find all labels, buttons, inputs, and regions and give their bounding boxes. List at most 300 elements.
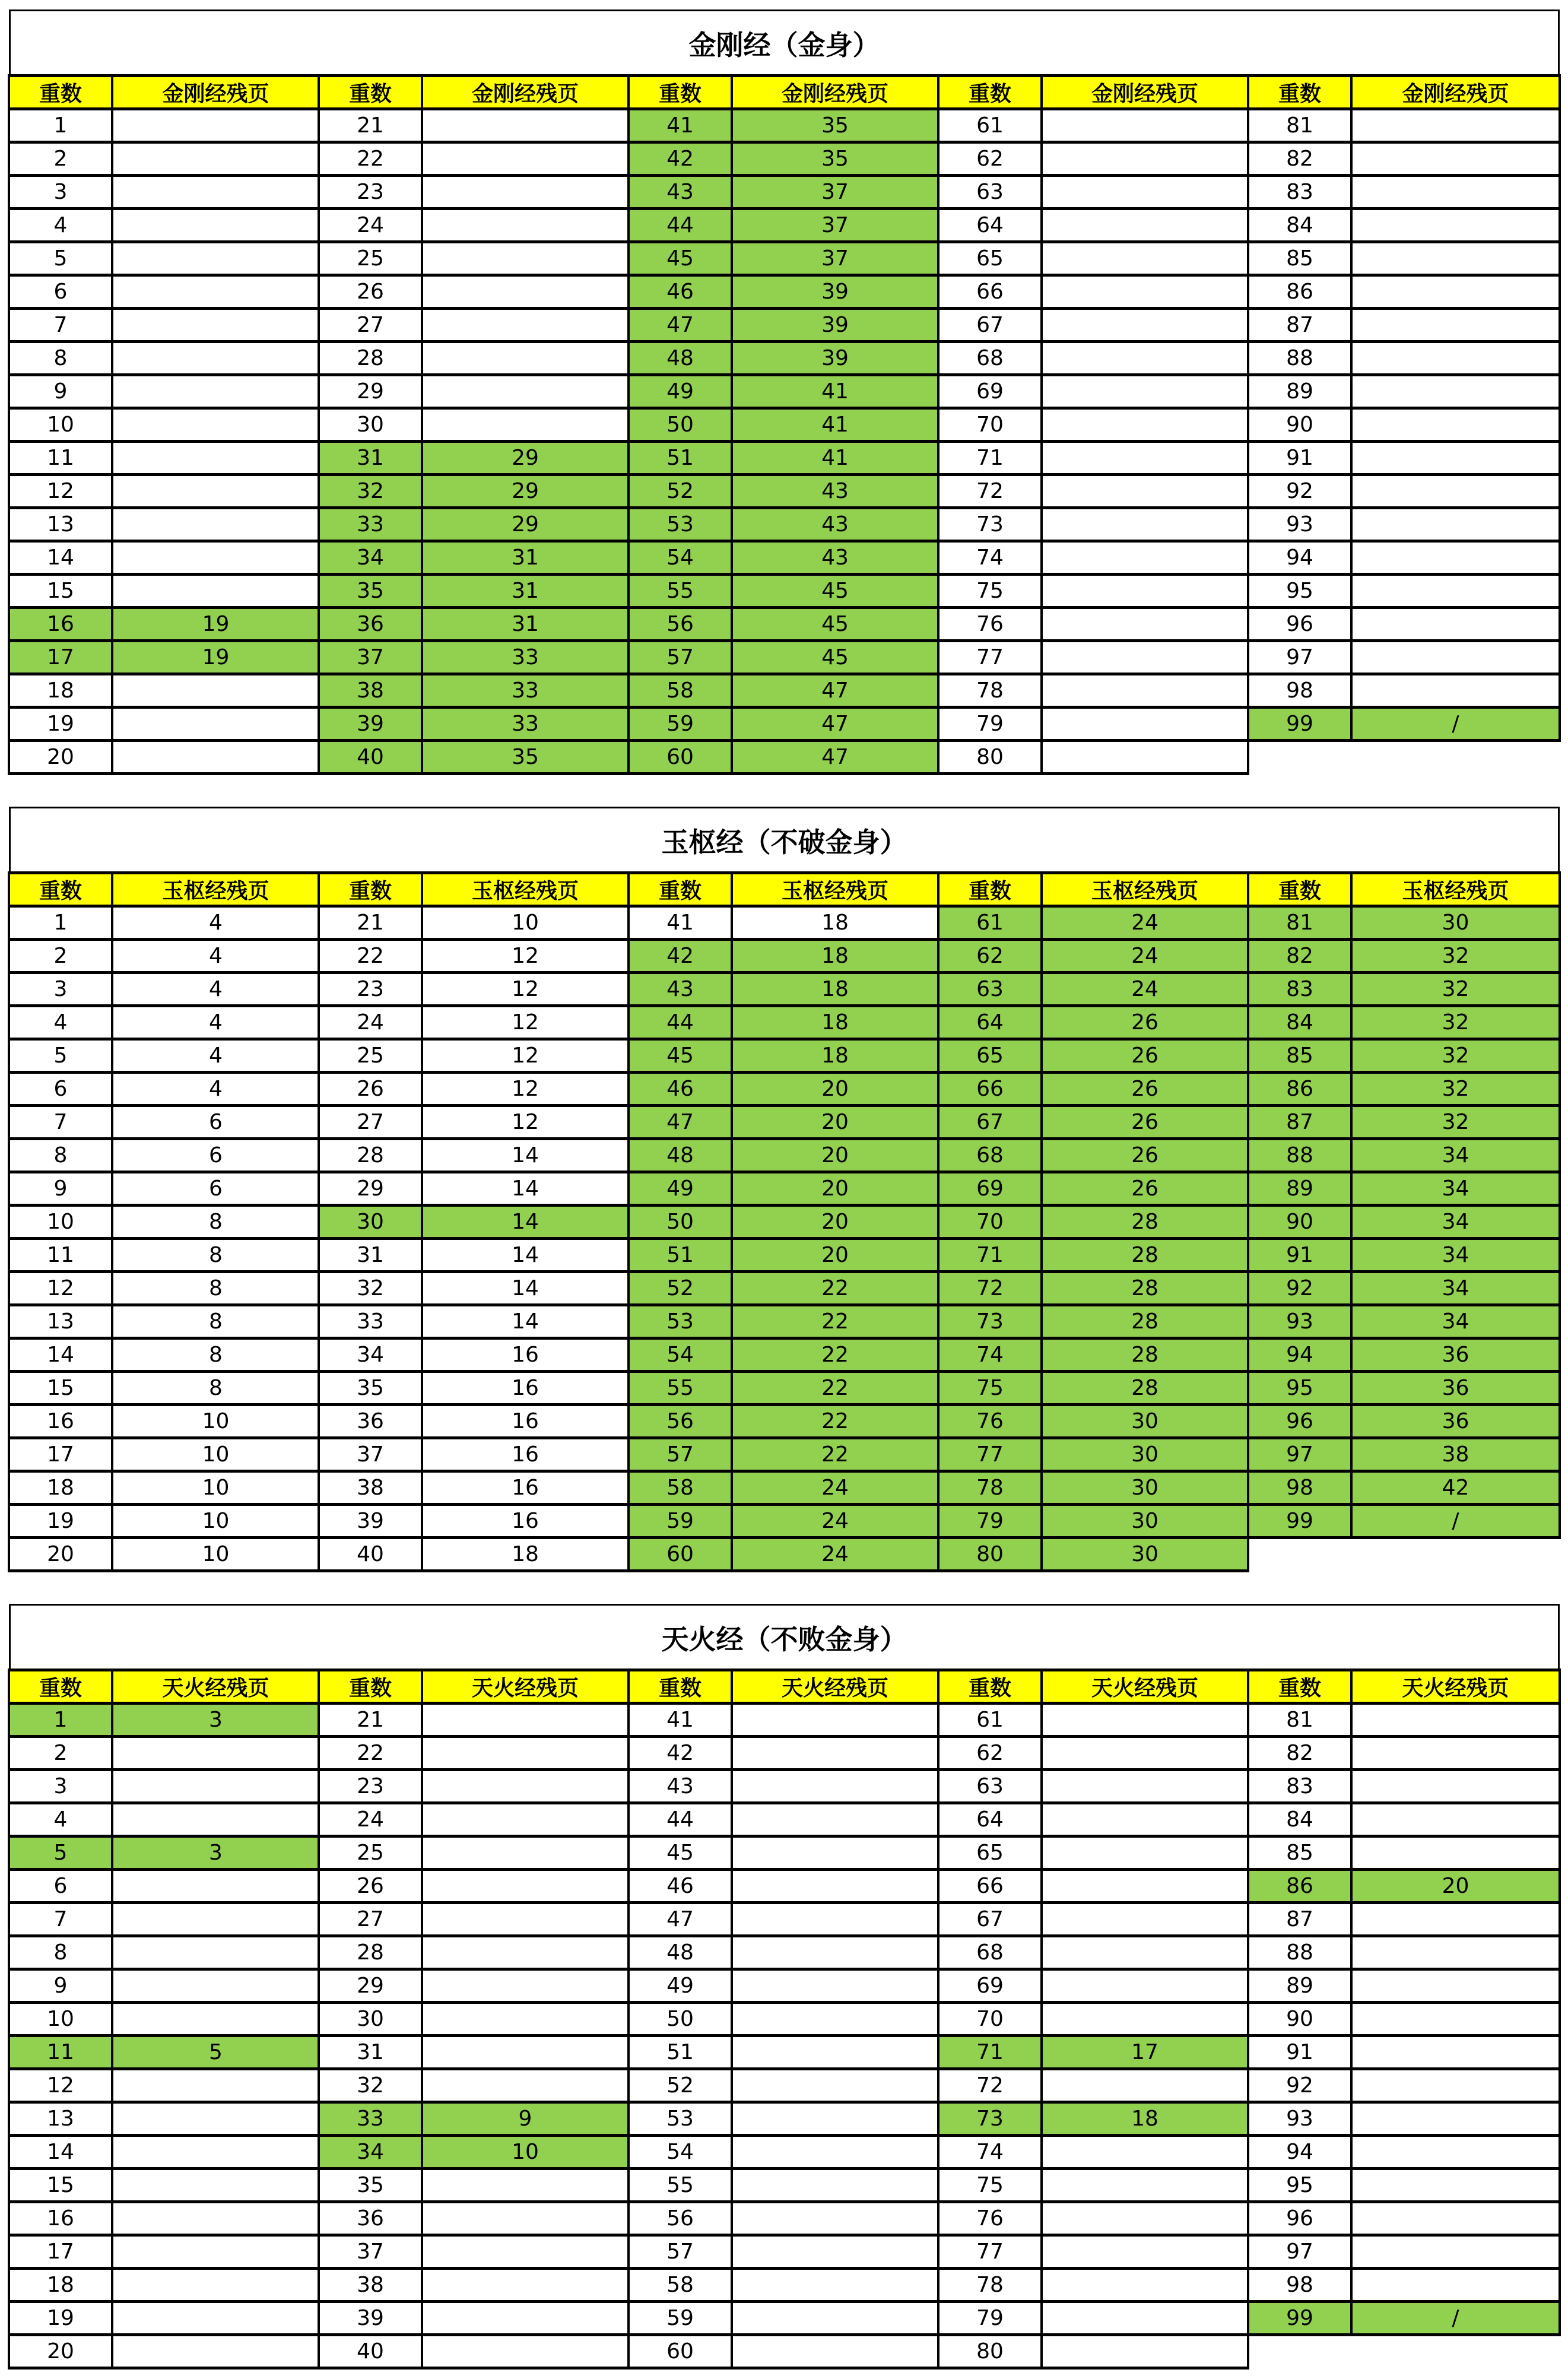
cell-pages[interactable]: 10 [422, 906, 629, 939]
cell-level[interactable]: 45 [629, 242, 732, 275]
cell-pages[interactable]: 26 [1042, 1105, 1248, 1138]
cell-level[interactable]: 97 [1248, 640, 1351, 674]
cell-pages[interactable] [732, 2168, 938, 2202]
cell-pages[interactable] [422, 1902, 629, 1936]
cell-level[interactable]: 38 [319, 674, 422, 707]
cell-level[interactable]: 73 [938, 1305, 1042, 1338]
cell-level[interactable]: 31 [319, 441, 422, 474]
cell-pages[interactable] [732, 1736, 938, 1769]
cell-level[interactable]: 85 [1248, 1039, 1351, 1072]
cell-level[interactable]: 45 [629, 1039, 732, 1072]
cell-pages[interactable] [732, 2002, 938, 2035]
cell-level[interactable]: 90 [1248, 408, 1351, 441]
cell-pages[interactable] [112, 208, 319, 242]
cell-level[interactable]: 94 [1248, 541, 1351, 574]
cell-pages[interactable] [1351, 607, 1560, 640]
cell-level[interactable]: 36 [319, 2202, 422, 2235]
cell-level[interactable]: 53 [629, 507, 732, 541]
cell-level[interactable]: 52 [629, 1271, 732, 1305]
cell-pages[interactable] [112, 2301, 319, 2334]
cell-level[interactable]: 98 [1248, 2268, 1351, 2301]
cell-level[interactable]: 47 [629, 308, 732, 341]
cell-level[interactable]: 66 [938, 275, 1042, 308]
cell-pages[interactable] [422, 1736, 629, 1769]
cell-level[interactable]: 40 [319, 1537, 422, 1571]
cell-level[interactable]: 39 [319, 1504, 422, 1537]
cell-level[interactable]: 40 [319, 2334, 422, 2368]
cell-pages[interactable] [732, 2334, 938, 2368]
cell-pages[interactable]: 30 [1042, 1504, 1248, 1537]
cell-pages[interactable]: 9 [422, 2102, 629, 2135]
cell-pages[interactable] [112, 441, 319, 474]
cell-level[interactable]: 67 [938, 1105, 1042, 1138]
cell-pages[interactable]: 18 [732, 1039, 938, 1072]
cell-level[interactable]: 56 [629, 2202, 732, 2235]
cell-level[interactable]: 71 [938, 1238, 1042, 1271]
cell-pages[interactable] [1042, 2002, 1248, 2035]
cell-level[interactable]: 21 [319, 906, 422, 939]
cell-level[interactable]: 57 [629, 2235, 732, 2268]
cell-pages[interactable]: 8 [112, 1338, 319, 1371]
cell-level[interactable]: 49 [629, 1969, 732, 2002]
cell-pages[interactable]: 30 [1042, 1438, 1248, 1471]
cell-level[interactable]: 33 [319, 2102, 422, 2135]
cell-level[interactable]: 34 [319, 541, 422, 574]
cell-pages[interactable]: 12 [422, 1039, 629, 1072]
cell-level[interactable]: 58 [629, 1471, 732, 1504]
cell-level[interactable]: 3 [9, 972, 112, 1005]
cell-pages[interactable]: 31 [422, 541, 629, 574]
cell-pages[interactable]: 47 [732, 707, 938, 740]
cell-level[interactable]: 27 [319, 1902, 422, 1936]
cell-level[interactable]: 19 [9, 2301, 112, 2334]
cell-pages[interactable] [1351, 541, 1560, 574]
cell-pages[interactable] [732, 1936, 938, 1969]
cell-pages[interactable] [112, 1803, 319, 1836]
cell-level[interactable]: 38 [319, 2268, 422, 2301]
cell-pages[interactable]: 30 [1351, 906, 1560, 939]
cell-level[interactable]: 42 [629, 142, 732, 175]
cell-level[interactable]: 13 [9, 2102, 112, 2135]
cell-pages[interactable] [732, 2268, 938, 2301]
cell-pages[interactable]: 35 [732, 142, 938, 175]
cell-level[interactable]: 25 [319, 242, 422, 275]
cell-level[interactable]: 77 [938, 640, 1042, 674]
cell-pages[interactable] [1351, 1703, 1560, 1736]
cell-pages[interactable] [1351, 308, 1560, 341]
cell-pages[interactable]: 10 [112, 1537, 319, 1571]
cell-level[interactable]: 32 [319, 474, 422, 507]
cell-pages[interactable]: 18 [1042, 2102, 1248, 2135]
cell-level[interactable]: 64 [938, 1005, 1042, 1039]
cell-level[interactable]: 82 [1248, 939, 1351, 972]
cell-pages[interactable] [732, 2035, 938, 2069]
cell-pages[interactable] [1042, 1869, 1248, 1902]
cell-pages[interactable] [112, 1969, 319, 2002]
cell-pages[interactable]: 37 [732, 242, 938, 275]
cell-level[interactable]: 35 [319, 574, 422, 607]
cell-level[interactable]: 59 [629, 707, 732, 740]
cell-pages[interactable] [732, 2069, 938, 2102]
cell-pages[interactable]: 14 [422, 1271, 629, 1305]
cell-level[interactable]: 22 [319, 939, 422, 972]
cell-level[interactable]: 60 [629, 740, 732, 773]
cell-level[interactable]: 26 [319, 1072, 422, 1105]
cell-pages[interactable]: 45 [732, 640, 938, 674]
cell-pages[interactable]: 36 [1351, 1404, 1560, 1438]
cell-pages[interactable] [1042, 1936, 1248, 1969]
cell-level[interactable]: 68 [938, 1138, 1042, 1172]
cell-pages[interactable] [112, 2202, 319, 2235]
cell-level[interactable]: 65 [938, 1836, 1042, 1869]
cell-level[interactable]: 54 [629, 541, 732, 574]
cell-pages[interactable] [1042, 341, 1248, 375]
cell-pages[interactable]: 41 [732, 375, 938, 408]
cell-level[interactable]: 16 [9, 1404, 112, 1438]
cell-level[interactable]: 59 [629, 2301, 732, 2334]
cell-level[interactable]: 57 [629, 640, 732, 674]
cell-pages[interactable] [1042, 1902, 1248, 1936]
cell-level[interactable]: 10 [9, 1205, 112, 1238]
cell-level[interactable]: 12 [9, 1271, 112, 1305]
cell-level[interactable]: 47 [629, 1902, 732, 1936]
cell-level[interactable]: 31 [319, 1238, 422, 1271]
cell-level[interactable]: 51 [629, 1238, 732, 1271]
cell-pages[interactable]: 10 [112, 1404, 319, 1438]
cell-level[interactable]: 59 [629, 1504, 732, 1537]
cell-level[interactable]: 7 [9, 1105, 112, 1138]
cell-pages[interactable] [422, 1703, 629, 1736]
cell-pages[interactable] [732, 2202, 938, 2235]
cell-level[interactable]: 6 [9, 1869, 112, 1902]
cell-level[interactable]: 11 [9, 441, 112, 474]
cell-level[interactable]: 20 [9, 2334, 112, 2368]
cell-level[interactable]: 82 [1248, 1736, 1351, 1769]
cell-level[interactable]: 75 [938, 574, 1042, 607]
cell-level[interactable]: 12 [9, 2069, 112, 2102]
cell-pages[interactable]: 42 [1351, 1471, 1560, 1504]
cell-pages[interactable] [1351, 441, 1560, 474]
cell-pages[interactable] [1351, 275, 1560, 308]
cell-level[interactable]: 46 [629, 1072, 732, 1105]
cell-pages[interactable]: 10 [112, 1471, 319, 1504]
cell-pages[interactable] [112, 2268, 319, 2301]
cell-pages[interactable] [1351, 1936, 1560, 1969]
cell-level[interactable]: 33 [319, 1305, 422, 1338]
cell-level[interactable]: 55 [629, 1371, 732, 1404]
cell-pages[interactable] [1351, 2002, 1560, 2035]
cell-pages[interactable] [112, 474, 319, 507]
cell-pages[interactable] [1042, 109, 1248, 142]
cell-level[interactable]: 88 [1248, 1936, 1351, 1969]
cell-level[interactable]: 96 [1248, 607, 1351, 640]
cell-level[interactable]: 25 [319, 1039, 422, 1072]
cell-level[interactable]: 66 [938, 1869, 1042, 1902]
cell-level[interactable]: 91 [1248, 441, 1351, 474]
cell-pages[interactable]: 4 [112, 972, 319, 1005]
cell-level[interactable]: 55 [629, 574, 732, 607]
cell-pages[interactable] [1351, 341, 1560, 375]
cell-pages[interactable]: 26 [1042, 1072, 1248, 1105]
cell-level[interactable]: 69 [938, 1969, 1042, 2002]
cell-pages[interactable]: 22 [732, 1305, 938, 1338]
cell-level[interactable]: 32 [319, 1271, 422, 1305]
cell-pages[interactable]: 4 [112, 906, 319, 939]
cell-level[interactable]: 38 [319, 1471, 422, 1504]
cell-pages[interactable] [1042, 640, 1248, 674]
cell-level[interactable]: 18 [9, 674, 112, 707]
cell-pages[interactable]: 22 [732, 1438, 938, 1471]
cell-pages[interactable] [1042, 1836, 1248, 1869]
cell-pages[interactable] [1351, 674, 1560, 707]
cell-level[interactable]: 98 [1248, 674, 1351, 707]
cell-pages[interactable] [1042, 507, 1248, 541]
cell-level[interactable]: 99 [1248, 2301, 1351, 2334]
cell-pages[interactable]: 16 [422, 1471, 629, 1504]
cell-pages[interactable] [1042, 474, 1248, 507]
cell-pages[interactable] [422, 242, 629, 275]
cell-level[interactable]: 29 [319, 375, 422, 408]
cell-pages[interactable]: 28 [1042, 1338, 1248, 1371]
cell-level[interactable]: 62 [938, 1736, 1042, 1769]
cell-level[interactable]: 82 [1248, 142, 1351, 175]
cell-pages[interactable] [732, 2235, 938, 2268]
cell-level[interactable]: 88 [1248, 1138, 1351, 1172]
cell-pages[interactable]: 32 [1351, 1005, 1560, 1039]
cell-pages[interactable]: 26 [1042, 1039, 1248, 1072]
cell-level[interactable]: 30 [319, 2002, 422, 2035]
cell-level[interactable]: 53 [629, 1305, 732, 1338]
cell-pages[interactable] [1351, 1769, 1560, 1803]
cell-level[interactable]: 95 [1248, 2168, 1351, 2202]
cell-level[interactable]: 85 [1248, 242, 1351, 275]
cell-pages[interactable]: 18 [732, 939, 938, 972]
cell-pages[interactable] [1042, 175, 1248, 208]
cell-level[interactable]: 6 [9, 275, 112, 308]
cell-level[interactable]: 84 [1248, 1005, 1351, 1039]
cell-pages[interactable]: 38 [1351, 1438, 1560, 1471]
cell-pages[interactable] [112, 574, 319, 607]
cell-pages[interactable]: 6 [112, 1138, 319, 1172]
cell-level[interactable]: 24 [319, 208, 422, 242]
cell-level[interactable]: 14 [9, 1338, 112, 1371]
cell-level[interactable]: 61 [938, 1703, 1042, 1736]
cell-pages[interactable]: 36 [1351, 1338, 1560, 1371]
cell-level[interactable]: 91 [1248, 1238, 1351, 1271]
cell-level[interactable]: 83 [1248, 972, 1351, 1005]
cell-pages[interactable]: 22 [732, 1338, 938, 1371]
cell-pages[interactable]: 20 [732, 1205, 938, 1238]
cell-pages[interactable] [112, 740, 319, 773]
cell-pages[interactable] [1042, 2268, 1248, 2301]
cell-pages[interactable]: 4 [112, 939, 319, 972]
cell-level[interactable]: 78 [938, 674, 1042, 707]
cell-level[interactable]: 24 [319, 1005, 422, 1039]
cell-level[interactable]: 23 [319, 972, 422, 1005]
cell-pages[interactable]: 10 [112, 1438, 319, 1471]
cell-level[interactable]: 86 [1248, 1072, 1351, 1105]
cell-level[interactable]: 27 [319, 308, 422, 341]
cell-pages[interactable] [422, 2202, 629, 2235]
cell-pages[interactable] [1351, 474, 1560, 507]
cell-pages[interactable]: 14 [422, 1172, 629, 1205]
cell-level[interactable]: 30 [319, 1205, 422, 1238]
cell-level[interactable]: 27 [319, 1105, 422, 1138]
cell-pages[interactable] [1042, 2301, 1248, 2334]
cell-pages[interactable]: 31 [422, 574, 629, 607]
cell-pages[interactable] [112, 541, 319, 574]
cell-pages[interactable] [112, 2168, 319, 2202]
cell-pages[interactable]: 19 [112, 640, 319, 674]
cell-pages[interactable]: 4 [112, 1072, 319, 1105]
cell-level[interactable]: 18 [9, 2268, 112, 2301]
cell-level[interactable]: 69 [938, 375, 1042, 408]
cell-level[interactable]: 17 [9, 1438, 112, 1471]
cell-pages[interactable]: 12 [422, 1005, 629, 1039]
cell-level[interactable]: 36 [319, 607, 422, 640]
cell-pages[interactable]: 20 [732, 1072, 938, 1105]
cell-level[interactable]: 9 [9, 1172, 112, 1205]
cell-level[interactable]: 49 [629, 375, 732, 408]
cell-level[interactable]: 28 [319, 341, 422, 375]
cell-level[interactable]: 20 [9, 740, 112, 773]
cell-level[interactable]: 54 [629, 1338, 732, 1371]
cell-level[interactable]: 42 [629, 939, 732, 972]
cell-pages[interactable]: 24 [1042, 939, 1248, 972]
cell-level[interactable]: 96 [1248, 1404, 1351, 1438]
cell-pages[interactable] [1042, 375, 1248, 408]
cell-pages[interactable]: 16 [422, 1371, 629, 1404]
cell-level[interactable]: 68 [938, 341, 1042, 375]
cell-level[interactable]: 85 [1248, 1836, 1351, 1869]
cell-pages[interactable] [1042, 674, 1248, 707]
cell-pages[interactable] [112, 341, 319, 375]
cell-level[interactable]: 54 [629, 2135, 732, 2168]
cell-pages[interactable] [1042, 707, 1248, 740]
cell-level[interactable]: 87 [1248, 308, 1351, 341]
cell-level[interactable]: 67 [938, 308, 1042, 341]
cell-level[interactable]: 89 [1248, 1969, 1351, 2002]
cell-pages[interactable]: 18 [732, 972, 938, 1005]
cell-level[interactable]: 5 [9, 242, 112, 275]
cell-level[interactable]: 14 [9, 2135, 112, 2168]
cell-level[interactable]: 50 [629, 1205, 732, 1238]
cell-level[interactable]: 72 [938, 474, 1042, 507]
cell-pages[interactable] [1042, 574, 1248, 607]
cell-level[interactable]: 57 [629, 1438, 732, 1471]
cell-pages[interactable] [1042, 2235, 1248, 2268]
cell-level[interactable]: 55 [629, 2168, 732, 2202]
cell-level[interactable]: 2 [9, 142, 112, 175]
cell-level[interactable]: 83 [1248, 175, 1351, 208]
cell-pages[interactable] [422, 142, 629, 175]
cell-pages[interactable]: 34 [1351, 1138, 1560, 1172]
cell-level[interactable]: 56 [629, 1404, 732, 1438]
cell-pages[interactable]: 47 [732, 674, 938, 707]
cell-pages[interactable] [112, 2102, 319, 2135]
cell-pages[interactable] [422, 2035, 629, 2069]
cell-level[interactable]: 66 [938, 1072, 1042, 1105]
cell-level[interactable]: 97 [1248, 1438, 1351, 1471]
cell-pages[interactable] [422, 175, 629, 208]
cell-pages[interactable] [1042, 408, 1248, 441]
cell-level[interactable]: 44 [629, 1005, 732, 1039]
cell-pages[interactable] [1351, 2202, 1560, 2235]
cell-pages[interactable]: 16 [422, 1404, 629, 1438]
cell-pages[interactable]: 34 [1351, 1172, 1560, 1205]
cell-pages[interactable] [1351, 2102, 1560, 2135]
cell-pages[interactable]: 12 [422, 972, 629, 1005]
cell-pages[interactable] [1351, 1736, 1560, 1769]
cell-pages[interactable]: 24 [732, 1471, 938, 1504]
cell-pages[interactable] [112, 2135, 319, 2168]
cell-level[interactable]: 8 [9, 1936, 112, 1969]
cell-pages[interactable] [112, 2235, 319, 2268]
cell-level[interactable]: 74 [938, 541, 1042, 574]
cell-pages[interactable]: 26 [1042, 1172, 1248, 1205]
cell-level[interactable]: 87 [1248, 1902, 1351, 1936]
cell-pages[interactable]: 20 [732, 1138, 938, 1172]
cell-pages[interactable] [1351, 2135, 1560, 2168]
cell-level[interactable]: 51 [629, 441, 732, 474]
cell-level[interactable]: 28 [319, 1138, 422, 1172]
cell-pages[interactable] [1351, 2168, 1560, 2202]
cell-pages[interactable] [732, 1836, 938, 1869]
cell-level[interactable]: 8 [9, 1138, 112, 1172]
cell-level[interactable]: 76 [938, 607, 1042, 640]
cell-pages[interactable]: 8 [112, 1205, 319, 1238]
cell-level[interactable]: 9 [9, 1969, 112, 2002]
cell-pages[interactable] [732, 1769, 938, 1803]
cell-pages[interactable] [422, 1869, 629, 1902]
cell-level[interactable]: 63 [938, 972, 1042, 1005]
cell-pages[interactable]: 6 [112, 1172, 319, 1205]
cell-pages[interactable] [422, 275, 629, 308]
cell-pages[interactable]: 20 [732, 1238, 938, 1271]
cell-pages[interactable]: 29 [422, 474, 629, 507]
cell-pages[interactable] [112, 707, 319, 740]
cell-pages[interactable]: 14 [422, 1305, 629, 1338]
cell-pages[interactable] [1351, 640, 1560, 674]
cell-level[interactable]: 33 [319, 507, 422, 541]
cell-pages[interactable]: 5 [112, 2035, 319, 2069]
cell-pages[interactable] [112, 242, 319, 275]
cell-pages[interactable]: 24 [732, 1537, 938, 1571]
cell-pages[interactable] [422, 308, 629, 341]
cell-level[interactable]: 23 [319, 1769, 422, 1803]
cell-pages[interactable]: 12 [422, 1072, 629, 1105]
cell-pages[interactable] [1042, 441, 1248, 474]
cell-pages[interactable] [112, 1869, 319, 1902]
cell-pages[interactable]: 34 [1351, 1305, 1560, 1338]
cell-pages[interactable] [422, 375, 629, 408]
cell-level[interactable]: 89 [1248, 375, 1351, 408]
cell-level[interactable]: 42 [629, 1736, 732, 1769]
cell-level[interactable]: 41 [629, 109, 732, 142]
cell-level[interactable]: 95 [1248, 1371, 1351, 1404]
cell-level[interactable]: 10 [9, 408, 112, 441]
cell-level[interactable]: 48 [629, 341, 732, 375]
cell-pages[interactable] [1351, 142, 1560, 175]
cell-level[interactable]: 99 [1248, 1504, 1351, 1537]
cell-pages[interactable]: 39 [732, 308, 938, 341]
cell-pages[interactable] [422, 2334, 629, 2368]
cell-pages[interactable]: 16 [422, 1504, 629, 1537]
cell-pages[interactable] [422, 341, 629, 375]
cell-pages[interactable] [1351, 1902, 1560, 1936]
cell-pages[interactable]: 22 [732, 1371, 938, 1404]
cell-level[interactable]: 29 [319, 1172, 422, 1205]
